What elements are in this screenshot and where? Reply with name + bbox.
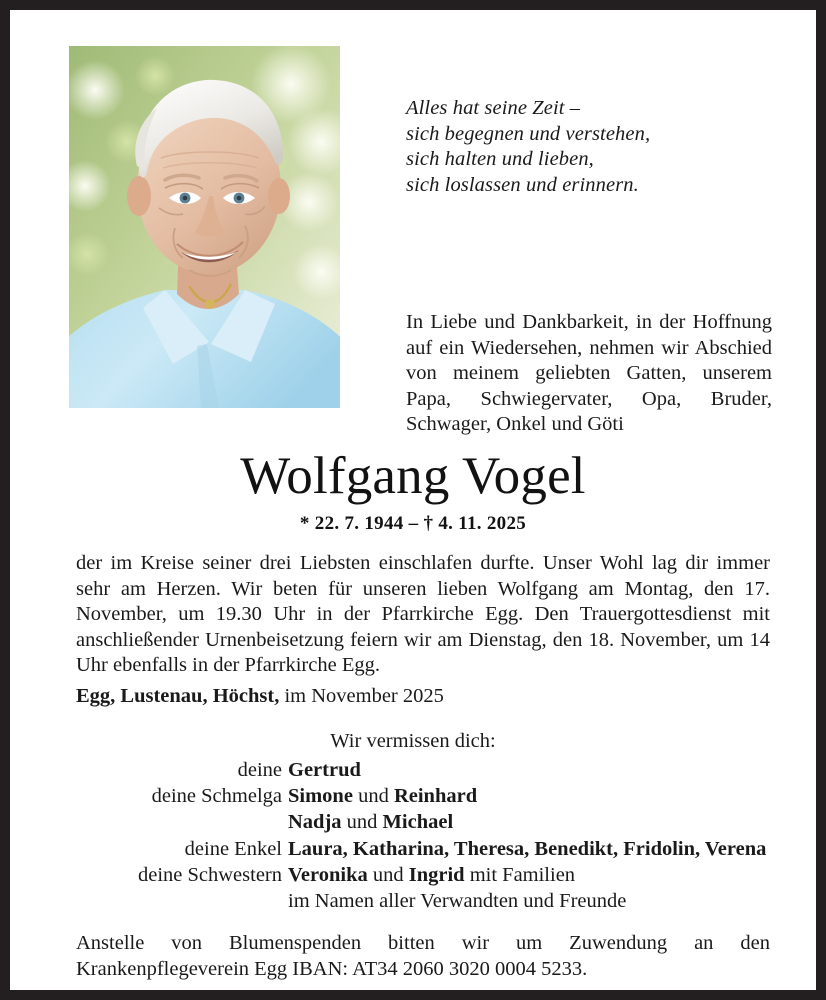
survivor-row [10, 862, 816, 888]
places-and-date-line [76, 683, 444, 709]
survivor-names: im Namen aller Verwandten und Freunde [288, 890, 627, 913]
survivor-row [10, 783, 816, 809]
survivor-names: Veronika und Ingrid mit Familien [288, 863, 576, 886]
places: Egg, Lustenau, Höchst, [76, 685, 280, 707]
survivor-names: Gertrud [288, 759, 361, 781]
dedication-paragraph: In Liebe und Dankbarkeit, in der Hoffnung auf ein Wiedersehen, nehmen wir Abschied von meinem geliebten Gatten, unserem Papa, Schwiegervater, Opa, Bruder, Schwager, Onkel und Göti [406, 311, 772, 435]
survivor-row [10, 809, 816, 835]
survivor-relation [10, 809, 288, 835]
verse-line: sich begegnen und verstehen, [406, 122, 651, 145]
deceased-name: Wolfgang Vogel [240, 447, 586, 505]
survivor-relation: deine Schmelga [151, 785, 282, 808]
survivor-relation: deine Schwestern [137, 863, 282, 886]
survivors-list [10, 757, 816, 914]
survivor-row [10, 836, 816, 862]
memorial-verse [406, 96, 786, 198]
survivor-names: Simone und Reinhard [288, 785, 478, 808]
missing-you-heading: Wir vermissen dich: [330, 730, 496, 752]
verse-line: sich loslassen und erinnern. [406, 173, 639, 196]
donation-note: Anstelle von Blumenspenden bitten wir um Zuwendung an den Krankenpflegeverein Egg IBAN: AT34 2060 3020 0004 5233. [76, 932, 770, 980]
survivor-names: Nadja und Michael [288, 811, 454, 834]
portrait-illustration [69, 46, 340, 408]
notice-month: im November 2025 [279, 685, 444, 707]
survivor-relation [10, 888, 288, 914]
survivor-relation: deine Enkel [184, 837, 282, 860]
survivor-row [10, 888, 816, 914]
portrait-photo [69, 46, 340, 408]
survivors-body [10, 757, 816, 914]
verse-line: sich halten und lieben, [406, 148, 594, 170]
survivor-relation: deine [237, 759, 282, 781]
verse-line: Alles hat seine Zeit – [406, 97, 581, 119]
survivor-row [10, 757, 816, 783]
funeral-details-paragraph: der im Kreise seiner drei Liebsten einschlafen durfte. Unser Wohl lag dir immer sehr am Herzen. Wir beten für unseren lieben Wolfgang am Montag, den 17. November, um 19.30 Uhr in der Pfarrkirche Egg. Den Trauergottesdienst mit anschließender Urnenbeisetzung feiern wir am Dienstag, den 18. November, um 14 Uhr ebenfalls in der Pfarrkirche Egg. [76, 552, 770, 677]
notice-inner [10, 10, 816, 990]
life-dates: * 22. 7. 1944 – † 4. 11. 2025 [299, 513, 527, 534]
survivor-names: Laura, Katharina, Theresa, Benedikt, Fridolin, Verena [288, 837, 767, 860]
